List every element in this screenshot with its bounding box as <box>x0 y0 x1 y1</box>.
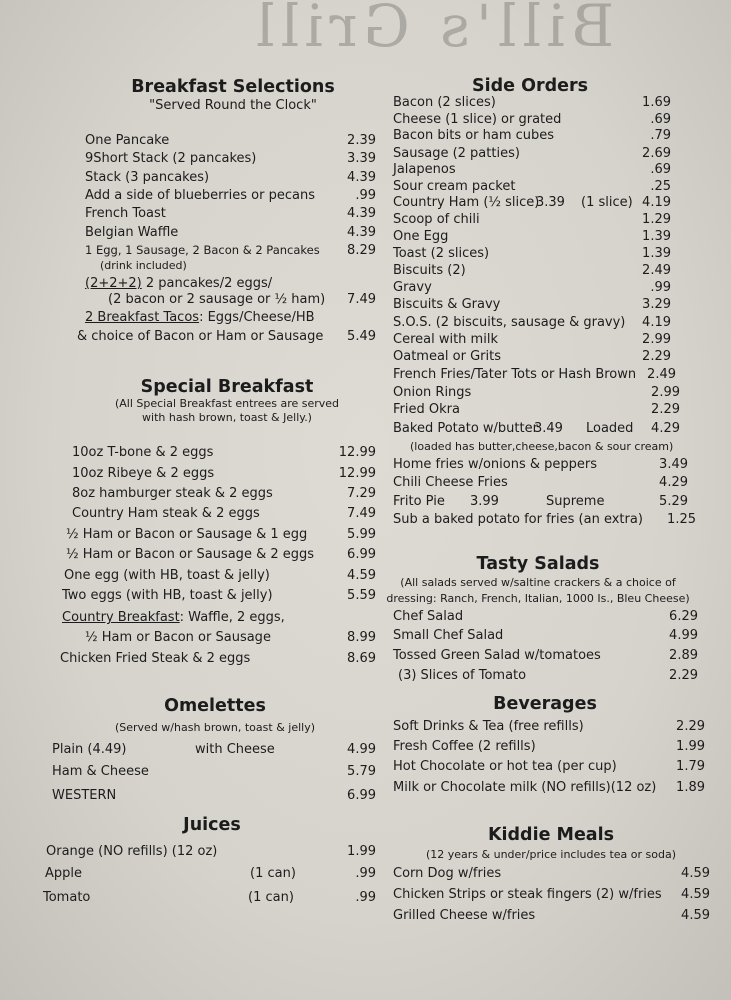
sides-item-price: 4.29 <box>651 421 680 436</box>
salads-subtitle-2: dressing: Ranch, French, Italian, 1000 Is., Bleu Cheese) <box>386 592 690 605</box>
item-label: Tomato <box>43 890 91 905</box>
breakfast-subtitle: "Served Round the Clock" <box>149 98 317 113</box>
sides-item-extra: Loaded <box>586 421 634 436</box>
breakfast-item-price: 4.39 <box>347 206 376 221</box>
item-label: 10oz Ribeye & 2 eggs <box>72 466 215 481</box>
beverages-item-price: 1.99 <box>676 739 705 754</box>
special-item-price: 8.69 <box>347 651 376 666</box>
juices-item-extra: (1 can) <box>250 866 296 881</box>
item-label: Baked Potato w/butter <box>393 421 538 436</box>
beverages-item-price: 2.29 <box>676 719 705 734</box>
breakfast-heading: Breakfast Selections <box>131 77 335 97</box>
sides-item-name <box>393 494 445 509</box>
salads-item-price: 6.29 <box>669 609 698 624</box>
breakfast-item-name <box>85 225 178 240</box>
special-item-price: 5.99 <box>347 527 376 542</box>
omelettes-heading: Omelettes <box>164 696 266 716</box>
item-label: 1 Egg, 1 Sausage, 2 Bacon & 2 Pancakes <box>85 243 320 257</box>
sides-item-name <box>393 512 643 527</box>
item-label: Toast (2 slices) <box>393 246 490 261</box>
sides-item-price: 4.19 <box>642 315 671 330</box>
sides-item-name <box>393 162 456 177</box>
special-item-price: 5.59 <box>347 588 376 603</box>
item-label: Bacon bits or ham cubes <box>393 128 555 143</box>
salads-item-name <box>393 609 463 624</box>
special-item-name <box>62 588 273 603</box>
sides-item-name <box>393 280 432 295</box>
sides-item-name <box>393 402 460 417</box>
item-label: 8oz hamburger steak & 2 eggs <box>72 486 273 501</box>
item-label: 10oz T-bone & 2 eggs <box>72 445 214 460</box>
breakfast-item-name <box>85 188 315 203</box>
item-label: Small Chef Salad <box>393 628 504 643</box>
special-item-name <box>62 610 285 625</box>
item-label: Soft Drinks & Tea (free refills) <box>393 719 584 734</box>
juices-item-name <box>45 866 82 881</box>
item-label: ½ Ham or Bacon or Sausage & 2 eggs <box>66 547 315 562</box>
sides-item-name <box>393 146 520 161</box>
sides-item-name <box>393 246 489 261</box>
special-item-name <box>72 445 213 460</box>
kiddie-heading: Kiddie Meals <box>487 825 615 845</box>
item-label: French Toast <box>85 206 166 221</box>
breakfast-item-price: 5.49 <box>347 329 376 344</box>
breakfast-item-price: 8.29 <box>347 243 376 258</box>
sides-item-note: (loaded has butter,cheese,bacon & sour cream) <box>410 440 674 453</box>
salads-item-price: 2.89 <box>669 648 698 663</box>
item-label: Fried Okra <box>393 402 460 417</box>
item-label: Cereal with milk <box>393 332 498 347</box>
sides-item-name <box>393 385 471 400</box>
item-label: ½ Ham or Bacon or Sausage & 1 egg <box>66 527 308 542</box>
beverages-item-name <box>393 719 584 734</box>
beverages-item-price: 1.79 <box>676 759 705 774</box>
breakfast-item-name <box>85 310 315 325</box>
item-label: Ham & Cheese <box>52 764 149 779</box>
sides-item-extra: 3.39 <box>536 195 565 210</box>
item-label: Belgian Waffle <box>85 225 179 240</box>
sides-item-price: 2.49 <box>647 367 676 382</box>
item-label: Fresh Coffee (2 refills) <box>393 739 536 754</box>
kiddie-item-price: 4.59 <box>681 908 710 923</box>
item-label: Sour cream packet <box>393 179 516 194</box>
sides-item-name <box>393 112 561 127</box>
omelettes-item-extra: with Cheese <box>195 742 275 757</box>
sides-item-name <box>393 297 500 312</box>
item-label: Stack (3 pancakes) <box>85 170 210 185</box>
item-label: Oatmeal or Grits <box>393 349 501 364</box>
sides-item-name <box>393 179 515 194</box>
beverages-item-price: 1.89 <box>676 780 705 795</box>
sides-item-name <box>393 315 625 330</box>
item-underlined-lead: 2 Breakfast Tacos <box>85 310 200 325</box>
item-label: Grilled Cheese w/fries <box>393 908 536 923</box>
sides-item-price: 1.29 <box>642 212 671 227</box>
salads-item-name <box>393 648 601 663</box>
sides-heading: Side Orders <box>471 76 589 96</box>
sides-item-price: 2.99 <box>651 385 680 400</box>
breakfast-item-note: (drink included) <box>100 259 187 272</box>
item-label: Frito Pie <box>393 494 445 509</box>
item-label: Onion Rings <box>393 385 472 400</box>
juices-item-price: .99 <box>355 866 376 881</box>
item-label: Sausage (2 patties) <box>393 146 520 161</box>
sides-item-name <box>393 475 508 490</box>
special-item-name <box>60 651 250 666</box>
special-item-name <box>72 486 273 501</box>
breakfast-item-price: .99 <box>355 188 376 203</box>
sides-item-extra: Supreme <box>546 494 605 509</box>
sides-item-price: 1.39 <box>642 229 671 244</box>
sides-item-price: 3.29 <box>642 297 671 312</box>
item-label: Chef Salad <box>393 609 464 624</box>
sides-item-name <box>393 332 498 347</box>
kiddie-subtitle: (12 years & under/price includes tea or soda) <box>425 848 677 861</box>
sides-item-price: 1.25 <box>667 512 696 527</box>
item-label: Corn Dog w/fries <box>393 866 502 881</box>
juices-item-extra: (1 can) <box>248 890 294 905</box>
sides-item-name <box>393 367 636 382</box>
item-label: One Pancake <box>85 133 170 148</box>
sides-item-price: .99 <box>650 280 671 295</box>
salads-item-name <box>393 628 503 643</box>
juices-item-price: 1.99 <box>347 844 376 859</box>
breakfast-item-price: 4.39 <box>347 225 376 240</box>
item-label: Jalapenos <box>393 162 456 177</box>
special-subtitle: (All Special Breakfast entrees are served <box>114 397 340 410</box>
breakfast-item-price: 3.39 <box>347 151 376 166</box>
omelettes-item-price: 5.79 <box>347 764 376 779</box>
breakfast-item-name <box>85 133 169 148</box>
item-label: Biscuits & Gravy <box>393 297 501 312</box>
item-label: Sub a baked potato for fries (an extra) <box>393 512 643 527</box>
salads-item-price: 2.29 <box>669 668 698 683</box>
special-item-name <box>72 466 214 481</box>
special-item-name <box>72 506 260 521</box>
sides-item-price: 2.29 <box>642 349 671 364</box>
item-label: Plain (4.49) <box>52 742 127 757</box>
item-label: Cheese (1 slice) or grated <box>393 112 562 127</box>
item-label: Hot Chocolate or hot tea (per cup) <box>393 759 617 774</box>
salads-item-price: 4.99 <box>669 628 698 643</box>
item-label: Apple <box>45 866 83 881</box>
sides-item-price: 4.19 <box>642 195 671 210</box>
sides-item-price: .25 <box>650 179 671 194</box>
kiddie-item-name <box>393 887 662 902</box>
sides-item-name <box>393 349 501 364</box>
sides-item-name <box>393 229 448 244</box>
item-label: Tossed Green Salad w/tomatoes <box>393 648 601 663</box>
sides-item-name <box>393 95 496 110</box>
special-item-name <box>66 547 314 562</box>
omelettes-item-name <box>52 742 127 757</box>
beverages-item-name <box>393 739 536 754</box>
salads-subtitle: (All salads served w/saltine crackers & a choice of <box>400 576 676 589</box>
omelettes-item-price: 4.99 <box>347 742 376 757</box>
special-item-price: 12.99 <box>338 445 376 460</box>
special-item-name <box>64 568 270 583</box>
item-label: : Eggs/Cheese/HB <box>199 310 315 325</box>
item-label: 9Short Stack (2 pancakes) <box>85 151 257 166</box>
item-label: Milk or Chocolate milk (NO refills)(12 oz) <box>393 780 657 795</box>
item-label: : Waffle, 2 eggs, <box>179 610 285 625</box>
salads-item-name <box>398 668 526 683</box>
sides-item-extra: 3.49 <box>534 421 563 436</box>
breakfast-item-note: (2 bacon or 2 sausage or ½ ham) <box>108 292 326 307</box>
item-underlined-lead: (2+2+2) <box>85 276 142 291</box>
special-item-price: 12.99 <box>338 466 376 481</box>
sides-item-name <box>393 263 466 278</box>
sides-item-price: 5.29 <box>659 494 688 509</box>
item-label: Chili Cheese Fries <box>393 475 508 490</box>
breakfast-item-name <box>85 206 166 221</box>
special-heading: Special Breakfast <box>140 377 314 397</box>
salads-heading: Tasty Salads <box>476 554 600 574</box>
special-item-price: 8.99 <box>347 630 376 645</box>
kiddie-item-name <box>393 908 535 923</box>
special-item-price: 6.99 <box>347 547 376 562</box>
breakfast-item-name <box>85 151 256 166</box>
sides-item-price: 2.49 <box>642 263 671 278</box>
sides-item-extra: 3.99 <box>470 494 499 509</box>
breakfast-item-price: 4.39 <box>347 170 376 185</box>
breakfast-item-price: 7.49 <box>347 292 376 307</box>
sides-item-name <box>393 128 554 143</box>
item-label: Country Ham steak & 2 eggs <box>72 506 260 521</box>
item-label: Biscuits (2) <box>393 263 466 278</box>
sides-item-price: 2.99 <box>642 332 671 347</box>
sides-item-price: 3.49 <box>659 457 688 472</box>
item-label: (3) Slices of Tomato <box>398 668 527 683</box>
special-item-price: 4.59 <box>347 568 376 583</box>
item-label: Home fries w/onions & peppers <box>393 457 598 472</box>
sides-item-price: 2.29 <box>651 402 680 417</box>
sides-item-price: 1.39 <box>642 246 671 261</box>
juices-item-name <box>46 844 217 859</box>
juices-item-name <box>43 890 90 905</box>
kiddie-item-name <box>393 866 501 881</box>
sides-item-price: .79 <box>650 128 671 143</box>
juices-item-price: .99 <box>355 890 376 905</box>
item-label: Chicken Strips or steak fingers (2) w/fries <box>393 887 662 902</box>
beverages-item-name <box>393 759 617 774</box>
sides-item-price: .69 <box>650 112 671 127</box>
special-item-price: 7.29 <box>347 486 376 501</box>
breakfast-item-name <box>85 276 272 291</box>
juices-heading: Juices <box>183 815 241 835</box>
breakfast-item-price: 2.39 <box>347 133 376 148</box>
sides-item-name <box>393 421 538 436</box>
item-label: Orange (NO refills) (12 oz) <box>46 844 218 859</box>
breakfast-item-note: & choice of Bacon or Ham or Sausage <box>77 329 324 344</box>
sides-item-price: 2.69 <box>642 146 671 161</box>
omelettes-item-name <box>52 788 116 803</box>
item-label: S.O.S. (2 biscuits, sausage & gravy) <box>393 315 626 330</box>
omelettes-item-name <box>52 764 149 779</box>
sides-item-price: 1.69 <box>642 95 671 110</box>
sides-item-name <box>393 212 480 227</box>
special-subtitle-2: with hash brown, toast & Jelly.) <box>142 411 312 424</box>
item-label: One Egg <box>393 229 449 244</box>
special-item-name <box>66 527 307 542</box>
item-label: Two eggs (with HB, toast & jelly) <box>62 588 273 603</box>
breakfast-item-name <box>85 243 320 257</box>
special-item-note: ½ Ham or Bacon or Sausage <box>85 630 271 645</box>
item-label: Chicken Fried Steak & 2 eggs <box>60 651 251 666</box>
item-label: Bacon (2 slices) <box>393 95 496 110</box>
kiddie-item-price: 4.59 <box>681 866 710 881</box>
sides-item-price: 4.29 <box>659 475 688 490</box>
item-label: 2 pancakes/2 eggs/ <box>141 276 273 291</box>
omelettes-item-price: 6.99 <box>347 788 376 803</box>
omelettes-subtitle: (Served w/hash brown, toast & jelly) <box>114 721 316 734</box>
item-label: French Fries/Tater Tots or Hash Brown <box>393 367 637 382</box>
item-label: Scoop of chili <box>393 212 480 227</box>
item-underlined-lead: Country Breakfast <box>62 610 180 625</box>
sides-item-name <box>393 195 539 210</box>
special-item-price: 7.49 <box>347 506 376 521</box>
beverages-heading: Beverages <box>493 694 597 714</box>
breakfast-item-name <box>85 170 209 185</box>
sides-item-extra: (1 slice) <box>581 195 633 210</box>
mirrored-header-logo: Bill's Grill <box>250 0 615 60</box>
item-label: Gravy <box>393 280 432 295</box>
sides-item-name <box>393 457 597 472</box>
item-label: Country Ham (½ slice) <box>393 195 540 210</box>
item-label: One egg (with HB, toast & jelly) <box>64 568 270 583</box>
beverages-item-name <box>393 780 656 795</box>
item-label: Add a side of blueberries or pecans <box>85 188 315 203</box>
kiddie-item-price: 4.59 <box>681 887 710 902</box>
sides-item-price: .69 <box>650 162 671 177</box>
item-label: WESTERN <box>52 788 117 803</box>
